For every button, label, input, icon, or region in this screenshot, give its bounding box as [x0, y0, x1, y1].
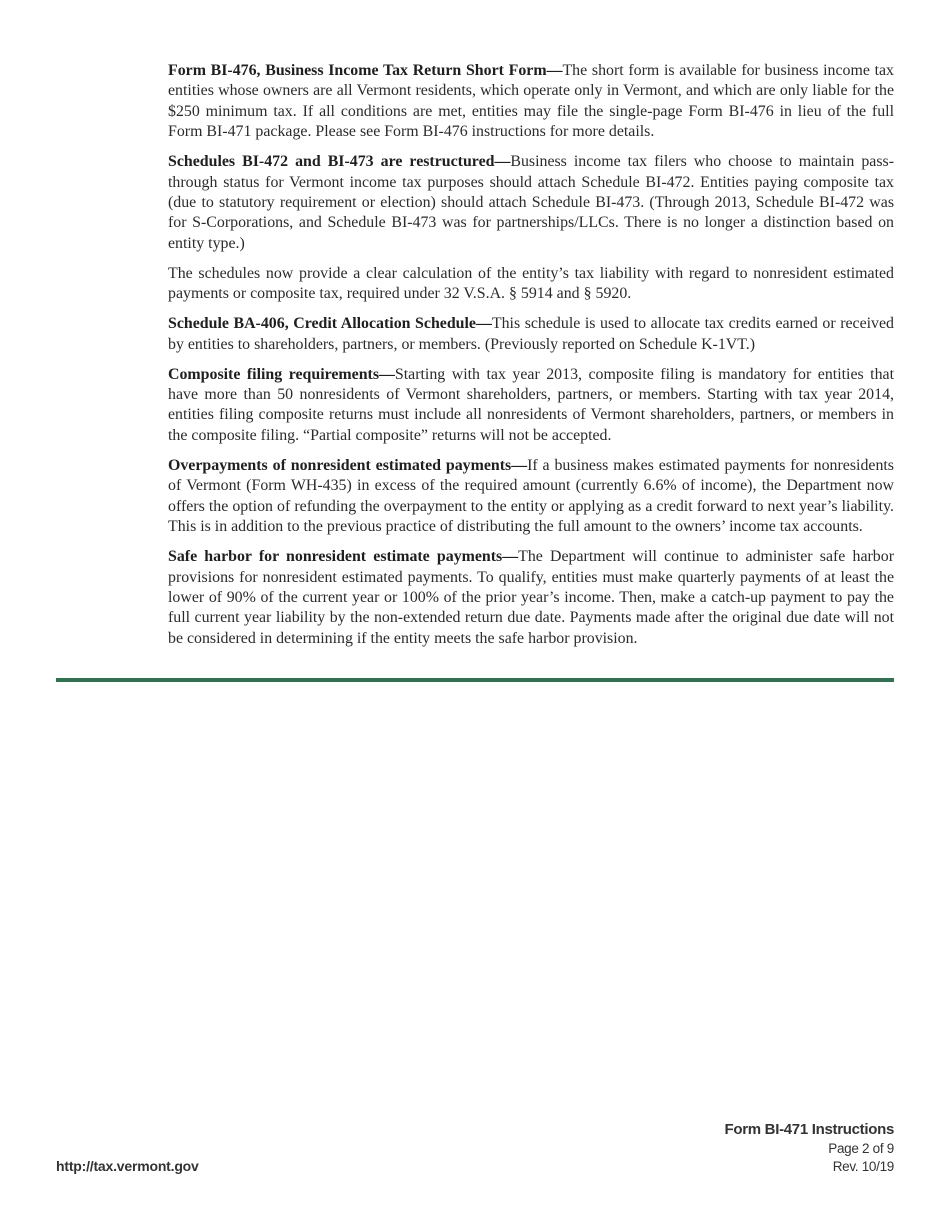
paragraph-heading: Schedules BI-472 and BI-473 are restructured— — [168, 153, 511, 171]
paragraph-heading: Form BI-476, Business Income Tax Return Short Form— — [168, 62, 563, 79]
paragraph-overpayments — [168, 456, 894, 538]
document-body — [168, 61, 894, 659]
paragraph-composite-filing — [168, 365, 894, 447]
paragraph-text: This schedule is used to allocate tax credits earned or received by entities to shareholders, partners, or members. (Previously reported on Schedule K-1VT.) — [168, 315, 894, 353]
paragraph-heading: Overpayments of nonresident estimated payments— — [168, 456, 528, 474]
paragraph-text: The schedules now provide a clear calculation of the entity’s tax liability with regard to nonresident estimated payments or composite tax, required under 32 V.S.A. § 5914 and § 5920. — [168, 264, 894, 303]
paragraph-heading: Schedule BA-406, Credit Allocation Schedule— — [168, 315, 492, 333]
paragraph-text: If a business makes estimated payments for nonresidents of Vermont (Form WH-435) in excess of the required amount (currently 6.6% of income), the Department now offers the option of refunding the overpayment to the entity or applying as a credit forward to next year’s liability. This is in addition to the previous practice of distributing the full amount to the owners’ income tax accounts. — [168, 456, 894, 536]
section-divider — [56, 678, 894, 682]
footer-page-number: Page 2 of 9 — [828, 1141, 894, 1156]
paragraph-form-bi-476 — [168, 61, 894, 143]
paragraph-text: The short form is available for business income tax entities whose owners are all Vermont residents, which operate only in Vermont, and which are only liable for the $250 minimum tax. If all conditions are met, entities may file the single-page Form BI-476 in lieu of the full Form BI-471 package. Please see Form BI-476 instructions for more details. — [168, 62, 894, 141]
paragraph-heading: Safe harbor for nonresident estimate payments— — [168, 548, 519, 566]
paragraph-safe-harbor — [168, 547, 894, 649]
paragraph-credit-allocation — [168, 314, 894, 355]
paragraph-text: Business income tax filers who choose to maintain pass-through status for Vermont income tax purposes should attach Schedule BI-472. Entities paying composite tax (due to statutory requirement or election) should attach Schedule BI-473. (Through 2013, Schedule BI-472 was for S-Corporations, and Schedule BI-473 was for partnerships/LLCs. There is no longer a distinction based on entity type.) — [168, 153, 895, 252]
paragraph-schedules-calculation — [168, 264, 894, 305]
paragraph-text: The Department will continue to administer safe harbor provisions for nonresident estimated payments. To qualify, entities must make quarterly payments of at least the lower of 90% of the current year or 100% of the prior year’s income. Then, make a catch-up payment to pay the full current year liability by the non-extended return due date. Payments made after the original due date will not be considered in determining if the entity meets the safe harbor provision. — [168, 548, 894, 647]
footer-revision: Rev. 10/19 — [832, 1159, 894, 1174]
paragraph-text: Starting with tax year 2013, composite filing is mandatory for entities that have more than 50 nonresidents of Vermont shareholders, partners, or members. Starting with tax year 2014, entities filing composite returns must include all nonresidents of Vermont shareholders, partners, or members in the composite filing. “Partial composite” returns will not be accepted. — [168, 365, 894, 444]
footer-url[interactable]: http://tax.vermont.gov — [56, 1158, 199, 1174]
paragraph-heading: Composite filing requirements— — [168, 365, 395, 383]
footer-page-info — [725, 1120, 895, 1176]
footer-form-title: Form BI-471 Instructions — [724, 1121, 894, 1138]
paragraph-schedules-restructured — [168, 152, 894, 254]
